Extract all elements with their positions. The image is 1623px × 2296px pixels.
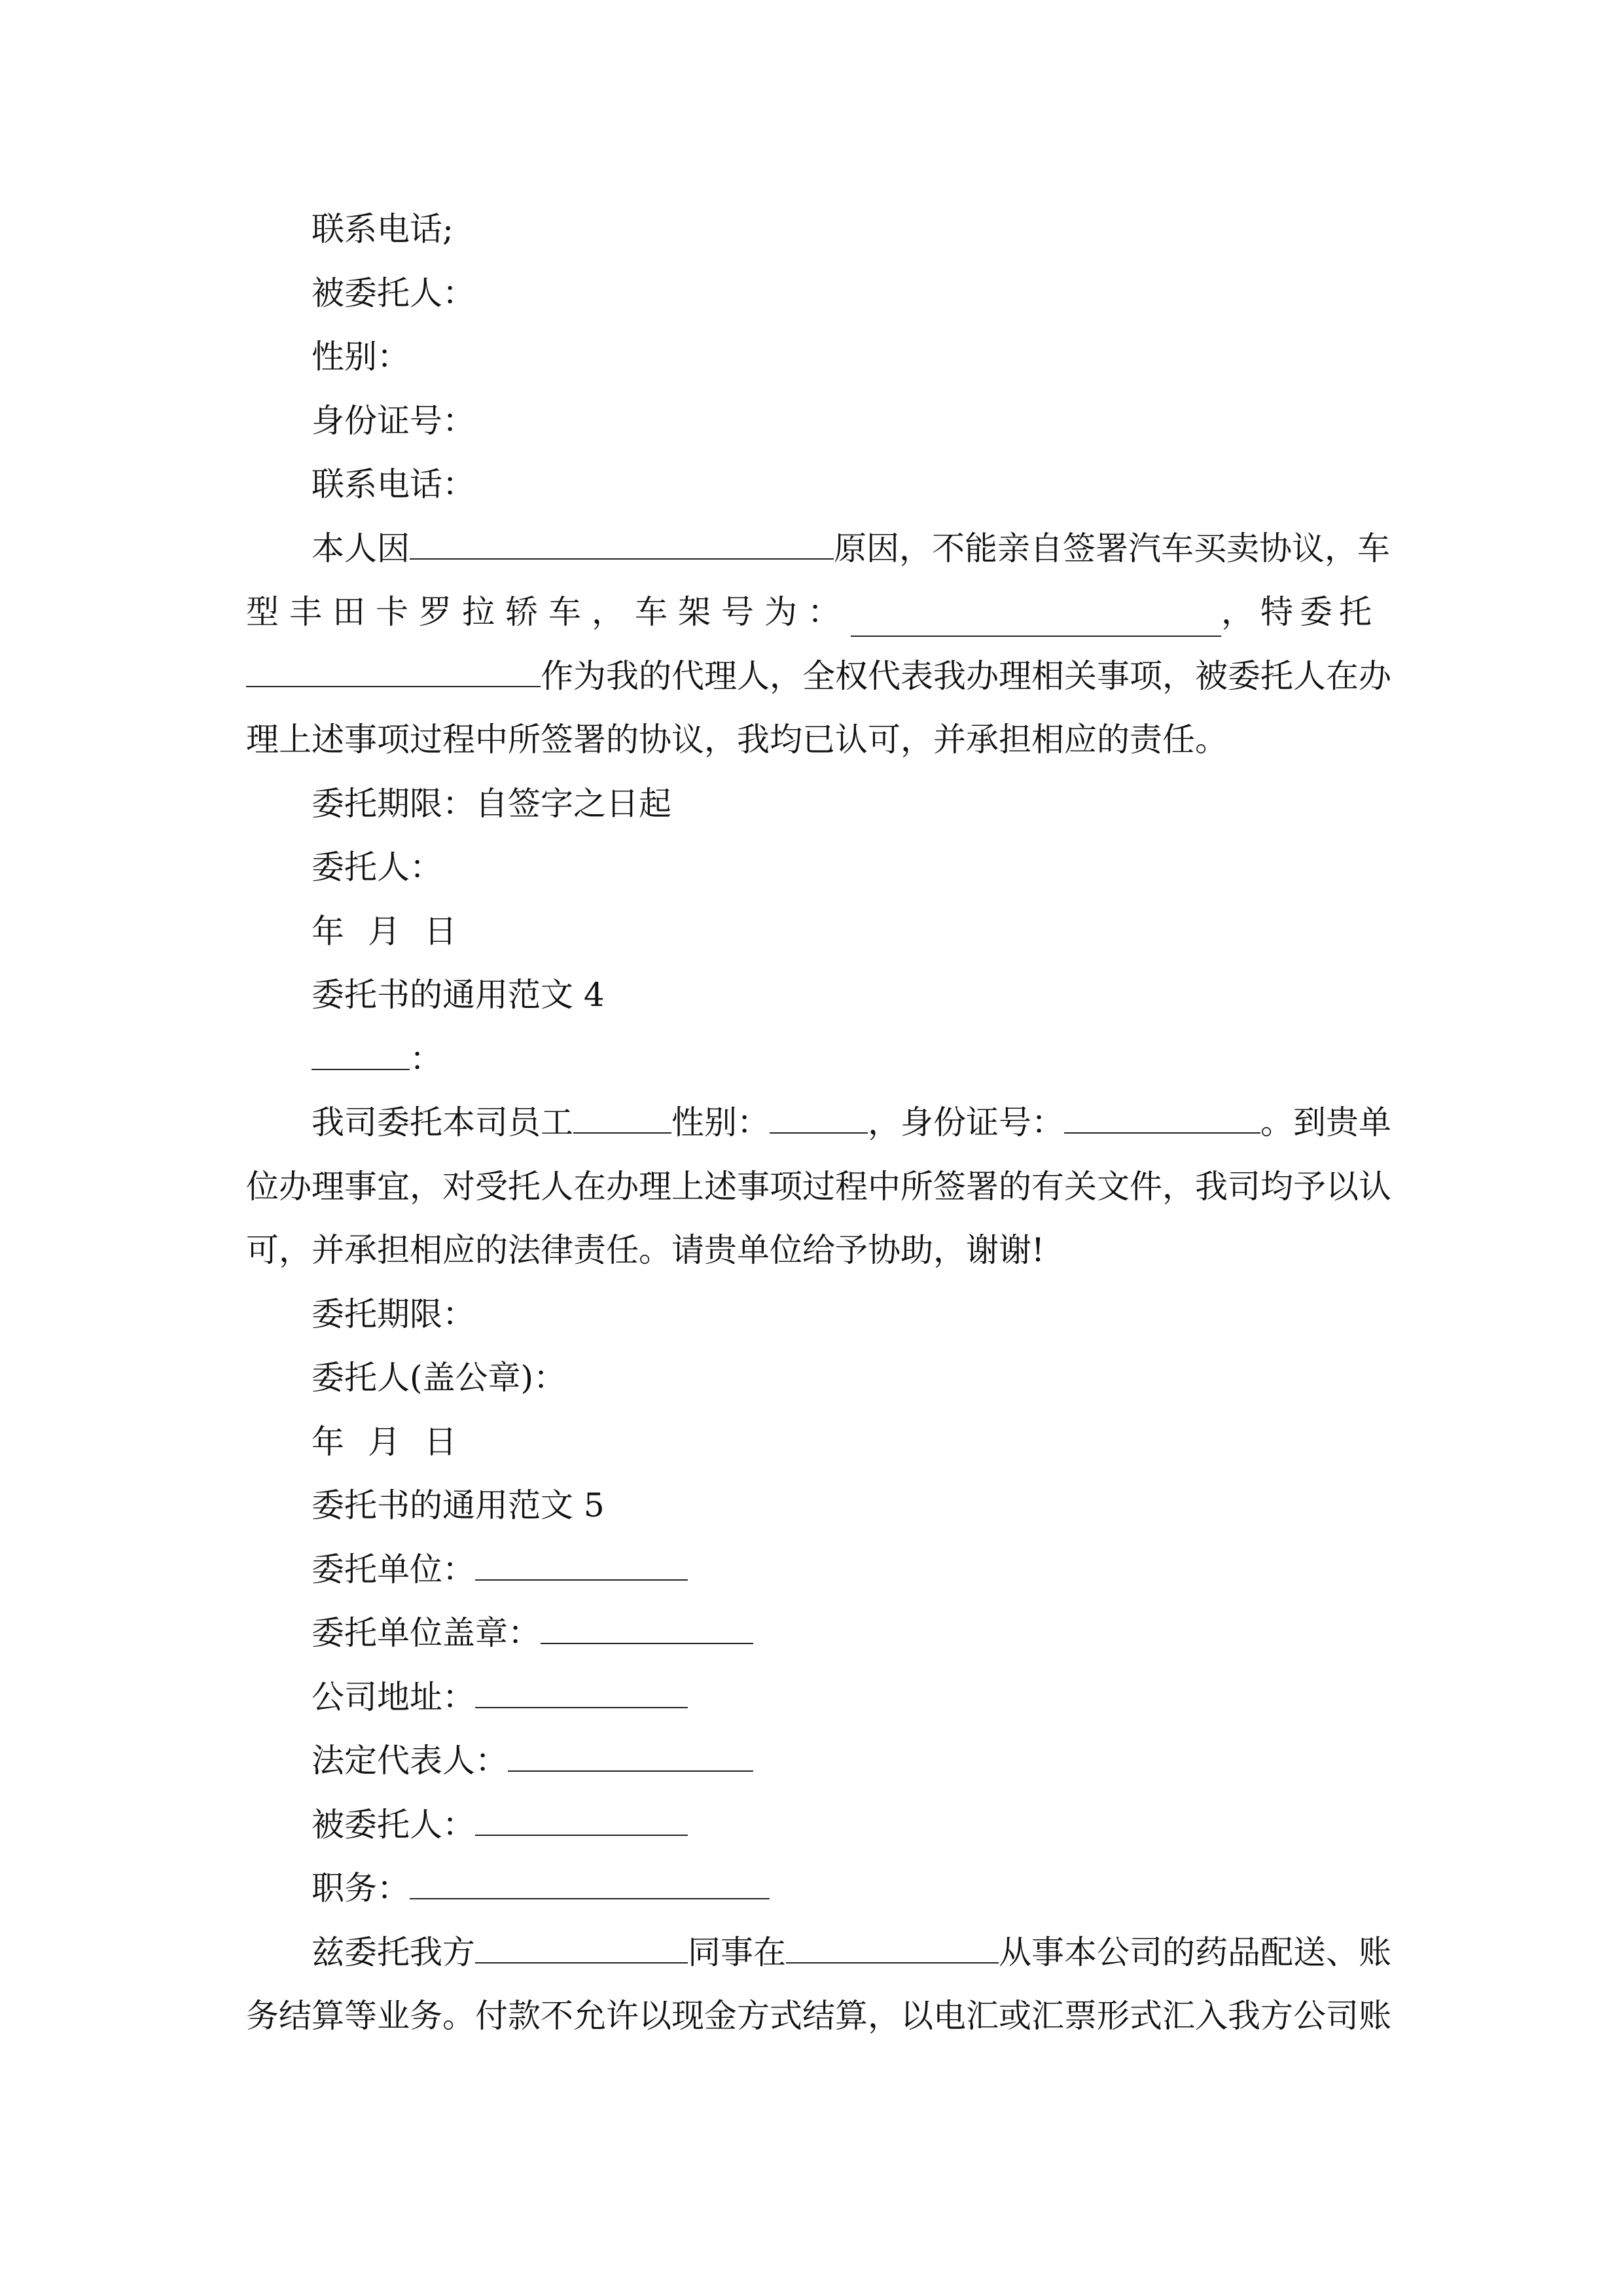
paragraph-line: 务结算等业务。付款不允许以现金方式结算，以电汇或汇票形式汇入我方公司账 bbox=[246, 1997, 1391, 2035]
text-segment: 作为我的代理人，全权代表我办理相关事项，被委托人在办 bbox=[541, 656, 1391, 695]
text-segment: 原因，不能亲自签署汽车买卖协议，车 bbox=[834, 529, 1390, 567]
fill-in-blank bbox=[475, 1556, 688, 1581]
principal-line: 委托人： bbox=[312, 848, 442, 886]
entrust-period-line: 委托期限： bbox=[312, 1295, 475, 1333]
year-label: 年 bbox=[312, 912, 344, 950]
text-segment: 型丰田卡罗拉轿车，车架号为： bbox=[246, 593, 851, 631]
fill-in-blank bbox=[786, 1939, 999, 1964]
section-title: 委托书的通用范文 5 bbox=[312, 1486, 605, 1524]
text-segment: 委托单位盖章： bbox=[312, 1614, 541, 1652]
paragraph-line bbox=[246, 645, 1391, 709]
text-segment: 性别： bbox=[671, 1103, 770, 1141]
text-segment: 。到贵单 bbox=[1260, 1103, 1391, 1141]
trustee-line: 被委托人： bbox=[312, 274, 475, 312]
entrusting-unit-line bbox=[246, 1538, 1378, 1602]
text-segment: ，特委托 bbox=[1221, 593, 1378, 631]
year-label: 年 bbox=[312, 1422, 344, 1461]
text-segment: 兹委托我方 bbox=[312, 1933, 475, 1971]
text-segment: 法定代表人： bbox=[312, 1742, 508, 1780]
unit-seal-line bbox=[246, 1602, 1378, 1666]
principal-seal-line: 委托人(盖公章)： bbox=[312, 1359, 567, 1397]
fill-in-blank bbox=[475, 1683, 688, 1708]
trustee-line bbox=[246, 1793, 1378, 1857]
fill-in-blank bbox=[312, 1045, 410, 1070]
text-segment: 被委托人： bbox=[312, 1805, 475, 1844]
position-line bbox=[246, 1857, 1378, 1921]
text-segment: ： bbox=[410, 1039, 442, 1078]
section-title: 委托书的通用范文 4 bbox=[312, 976, 605, 1014]
paragraph-line bbox=[246, 517, 1390, 581]
id-number-line: 身份证号： bbox=[312, 401, 475, 440]
text-segment: 同事在 bbox=[688, 1933, 786, 1971]
day-label: 日 bbox=[424, 912, 457, 950]
fill-in-blank bbox=[1064, 1109, 1260, 1134]
contact-phone-line-2: 联系电话： bbox=[312, 465, 475, 503]
fill-in-blank bbox=[475, 1811, 688, 1836]
fill-in-blank bbox=[573, 1109, 671, 1134]
fill-in-blank bbox=[410, 1874, 770, 1899]
text-segment: 职务： bbox=[312, 1869, 410, 1907]
paragraph-line: 可，并承担相应的法律责任。请贵单位给予协助，谢谢! bbox=[246, 1231, 1045, 1269]
fill-in-blank bbox=[541, 1619, 753, 1644]
date-line bbox=[246, 1410, 1378, 1475]
gender-line: 性别： bbox=[312, 338, 410, 376]
text-segment: ，身份证号： bbox=[868, 1103, 1064, 1141]
day-label: 日 bbox=[424, 1422, 457, 1461]
text-segment: 公司地址： bbox=[312, 1677, 475, 1716]
text-segment: 我司委托本司员工 bbox=[312, 1103, 573, 1141]
text-segment: 从事本公司的药品配送、账 bbox=[999, 1933, 1391, 1971]
date-line bbox=[246, 900, 1378, 964]
fill-in-blank bbox=[851, 612, 1221, 637]
addressee-line bbox=[246, 1028, 1378, 1092]
paragraph-line bbox=[246, 1921, 1391, 1985]
paragraph-line: 位办理事宜，对受托人在办理上述事项过程中所签署的有关文件，我司均予以认 bbox=[246, 1167, 1391, 1206]
text-segment: 委托单位： bbox=[312, 1550, 475, 1588]
fill-in-blank bbox=[246, 662, 541, 687]
fill-in-blank bbox=[410, 535, 834, 560]
month-label: 月 bbox=[368, 1422, 401, 1461]
paragraph-line bbox=[246, 1091, 1391, 1155]
month-label: 月 bbox=[368, 912, 401, 950]
fill-in-blank bbox=[770, 1109, 868, 1134]
company-address-line bbox=[246, 1666, 1378, 1730]
fill-in-blank bbox=[508, 1747, 753, 1772]
paragraph-line: 理上述事项过程中所签署的协议，我均已认可，并承担相应的责任。 bbox=[246, 721, 1228, 759]
text-segment: 本人因 bbox=[312, 529, 410, 567]
fill-in-blank bbox=[475, 1939, 688, 1964]
contact-phone-line: 联系电话; bbox=[312, 210, 454, 248]
entrust-period-line: 委托期限：自签字之日起 bbox=[312, 784, 671, 823]
document-body bbox=[246, 198, 1391, 2049]
legal-representative-line bbox=[246, 1729, 1378, 1793]
paragraph-line bbox=[246, 581, 1378, 645]
